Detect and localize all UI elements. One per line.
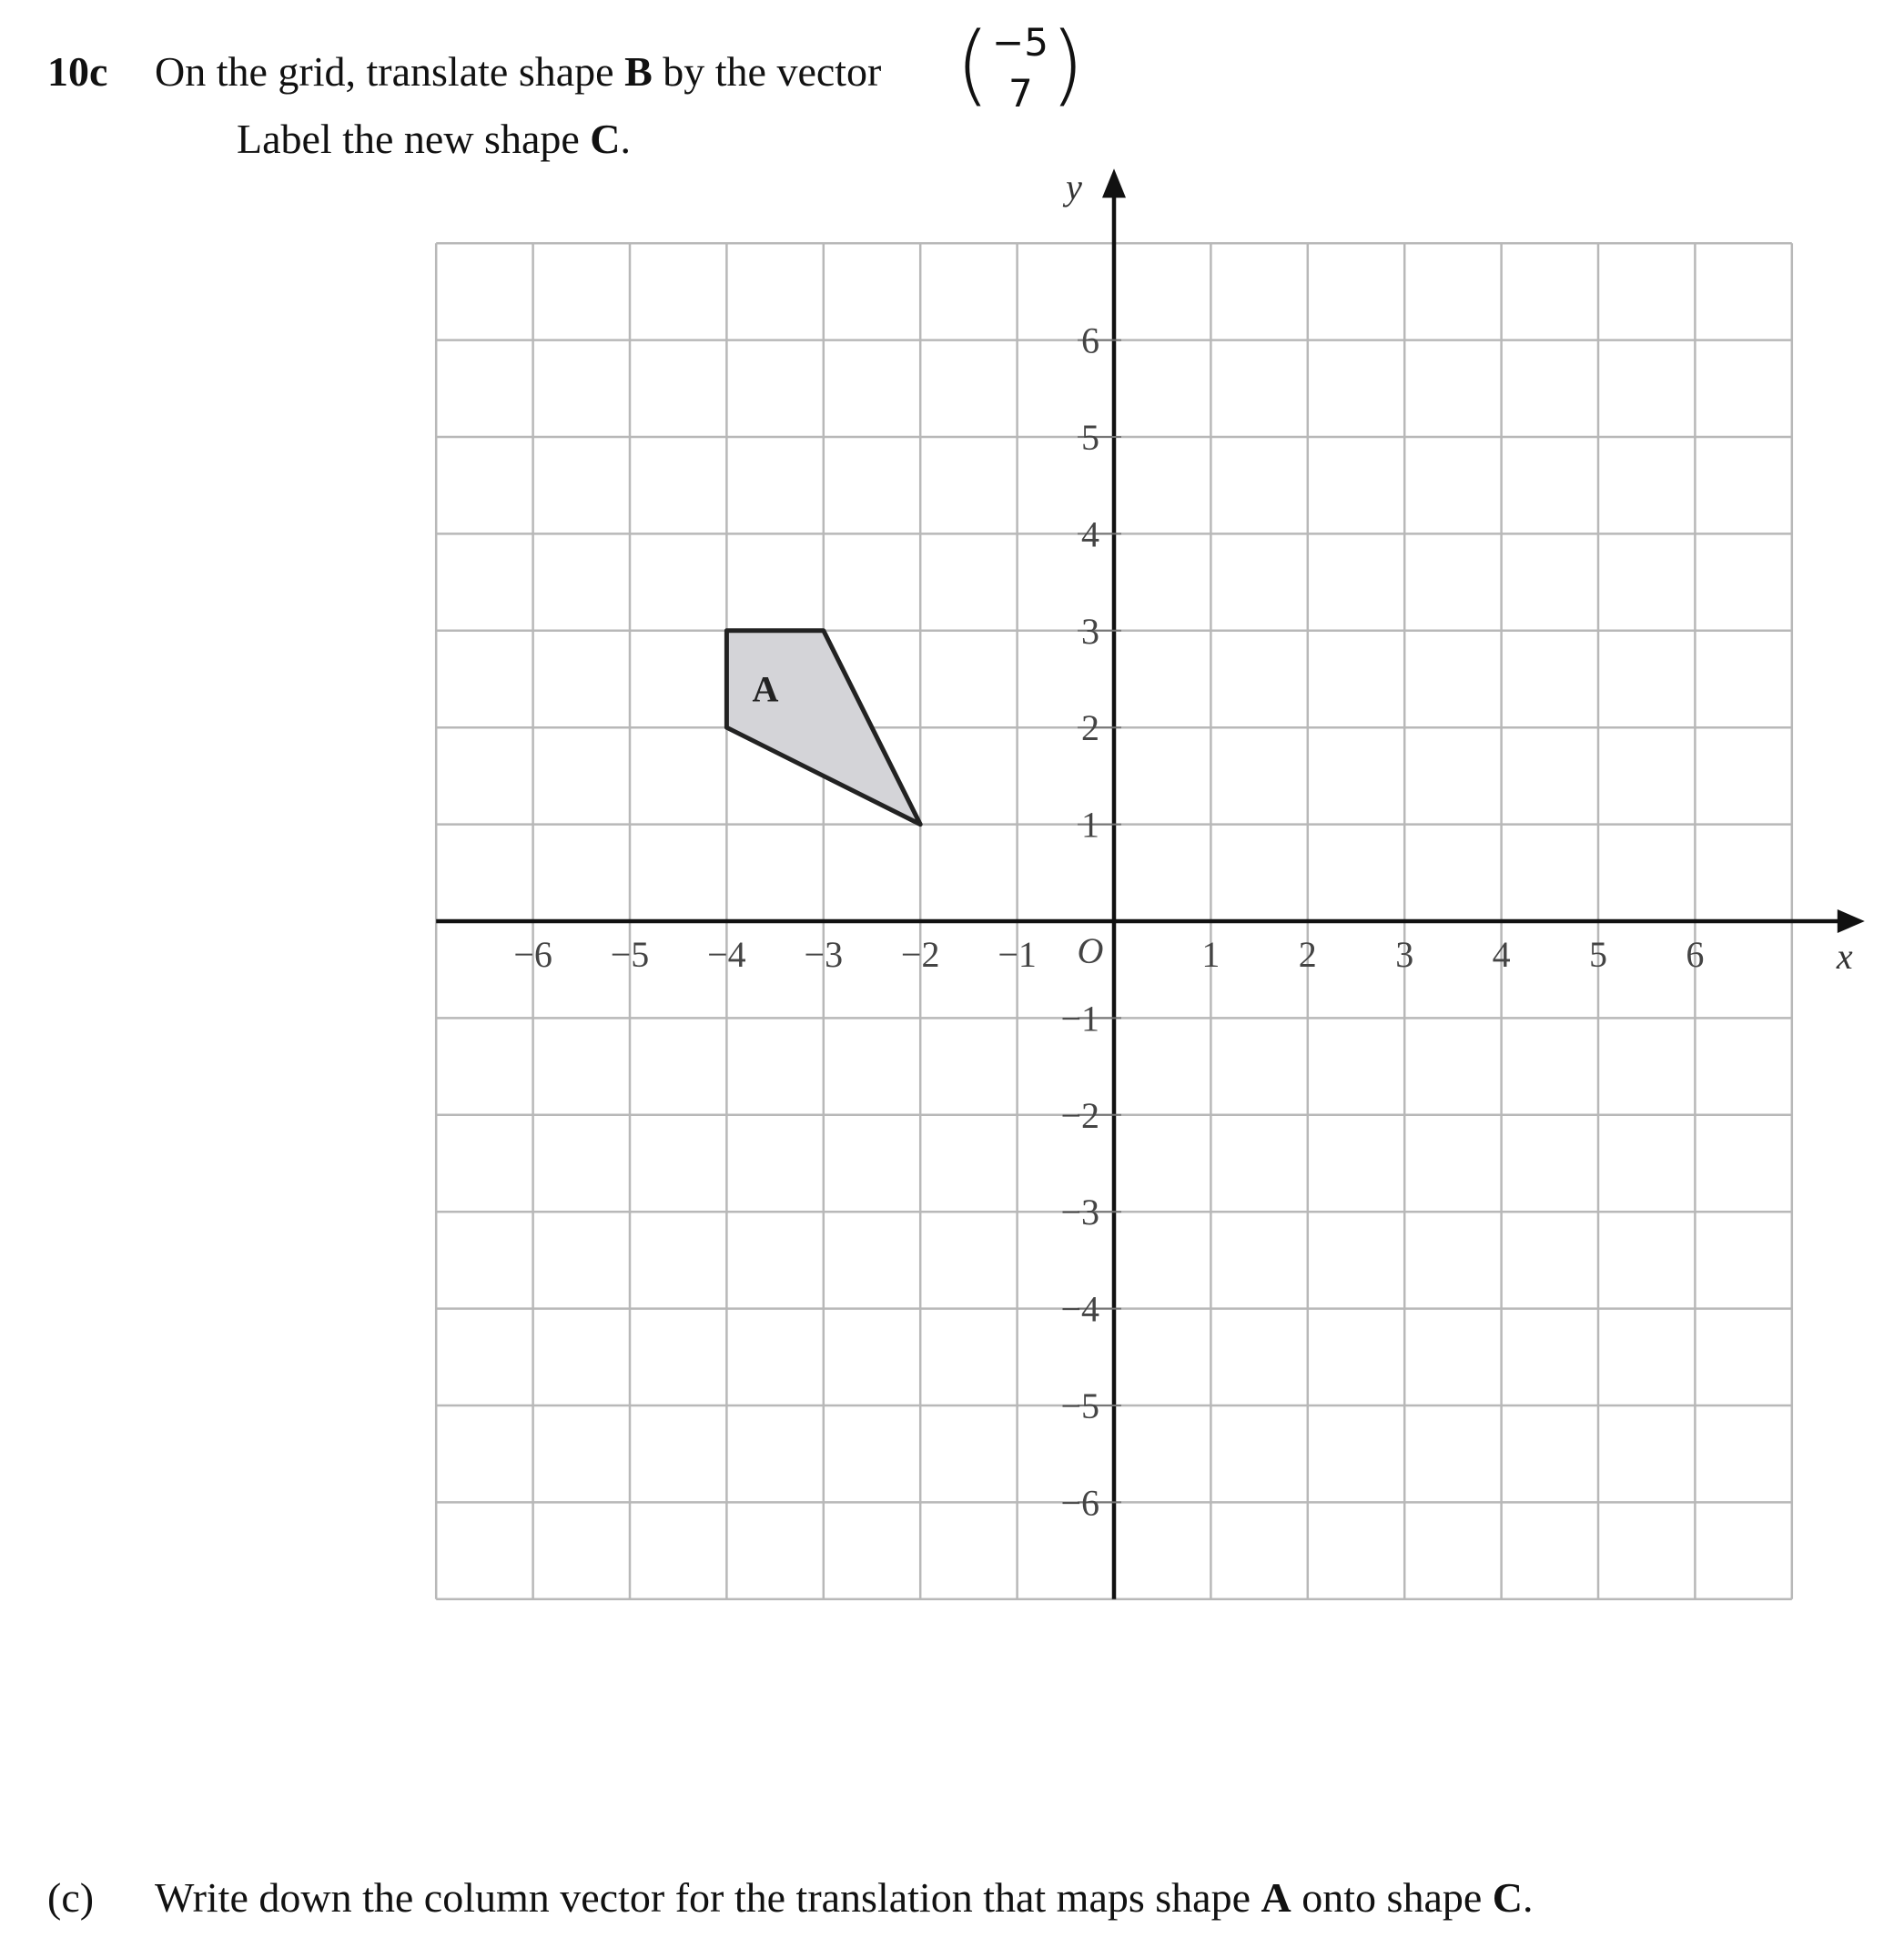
axis-labels — [513, 167, 1853, 1523]
instruction-text-end: by the vector — [652, 48, 882, 95]
label-instruction-text: Label the new shape — [237, 116, 591, 162]
x-tick-label: 2 — [1298, 934, 1317, 975]
y-tick-label: 5 — [1081, 417, 1099, 458]
shape-c-ref-2: C — [1492, 1874, 1524, 1921]
y-tick-label: −2 — [1060, 1094, 1099, 1136]
vector-bottom: 7 — [1008, 71, 1033, 116]
x-tick-label: −5 — [610, 934, 650, 975]
vector-left-paren: ( — [956, 14, 990, 116]
shape-label-a: A — [752, 668, 779, 710]
y-tick-label: 1 — [1081, 804, 1099, 846]
y-tick-label: 2 — [1081, 707, 1099, 749]
x-tick-label: 1 — [1201, 934, 1220, 975]
x-tick-label: 4 — [1492, 934, 1511, 975]
x-tick-label: −4 — [707, 934, 746, 975]
x-tick-label: 6 — [1686, 934, 1705, 975]
axes-layer — [436, 168, 1865, 1599]
part-c-text-mid: onto shape — [1291, 1874, 1493, 1921]
y-tick-label: −3 — [1060, 1192, 1099, 1233]
x-axis-arrow-icon — [1838, 909, 1865, 933]
y-tick-label: −6 — [1060, 1482, 1099, 1524]
x-tick-label: −2 — [900, 934, 940, 975]
y-tick-label: −4 — [1060, 1288, 1099, 1330]
part-c-question — [155, 1873, 1534, 1922]
y-axis-arrow-icon — [1102, 168, 1126, 198]
part-c-text: Write down the column vector for the translation that maps shape — [155, 1874, 1261, 1921]
x-axis-label: x — [1836, 936, 1853, 977]
vector-top: −5 — [992, 20, 1048, 65]
x-tick-label: −3 — [804, 934, 844, 975]
y-tick-label: −5 — [1060, 1385, 1099, 1426]
x-tick-label: −6 — [513, 934, 552, 975]
x-tick-label: −1 — [998, 934, 1037, 975]
y-axis-label: y — [1066, 167, 1082, 208]
shape-b-ref: B — [624, 48, 653, 95]
y-tick-label: 4 — [1081, 513, 1099, 555]
label-instruction-end: . — [620, 116, 632, 162]
y-tick-label: −1 — [1060, 998, 1099, 1040]
origin-label: O — [1077, 930, 1104, 971]
y-tick-label: 3 — [1081, 610, 1099, 652]
instruction-text: On the grid, translate shape — [155, 48, 625, 95]
part-c-label: (c) — [47, 1874, 95, 1921]
shape-a-ref: A — [1261, 1874, 1291, 1921]
y-tick-label: 6 — [1081, 320, 1099, 361]
x-tick-label: 5 — [1589, 934, 1607, 975]
x-tick-label: 3 — [1395, 934, 1414, 975]
part-c-text-end: . — [1523, 1874, 1534, 1921]
question-number: 10c — [47, 48, 108, 95]
vector-right-paren: ) — [1050, 14, 1085, 116]
shape-c-ref: C — [590, 116, 621, 162]
